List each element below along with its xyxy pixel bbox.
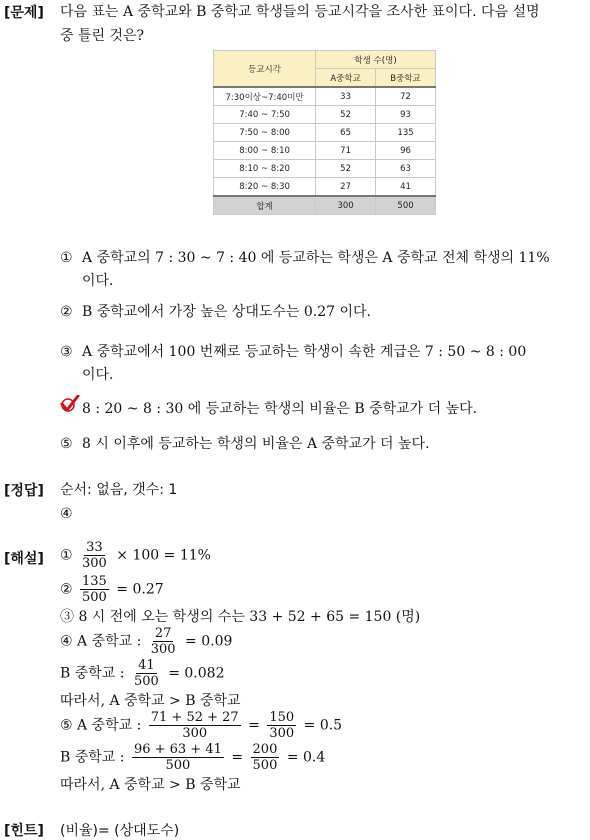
table-row: 8:10 ~ 8:20 52 63 xyxy=(214,160,436,178)
explanation-5a: ⑤ A 중학교 : $\frac{71 + 52 + 27}{300}$ = $\frac{150}{300}$ = 0.5 xyxy=(60,710,343,741)
header-col-a: A중학교 xyxy=(316,69,376,88)
explanation-5c: 따라서, A 중학교 > B 중학교 xyxy=(60,777,241,793)
problem-label: [문제] xyxy=(4,5,44,21)
table-row: 7:30이상~7:40미만 33 72 xyxy=(214,87,436,106)
answer-label: [정답] xyxy=(4,483,44,499)
option-2[interactable]: ② B 중학교에서 가장 높은 상대도수는 0.27 이다. xyxy=(60,304,371,320)
option-5[interactable]: ⑤ 8 시 이후에 등교하는 학생의 비율은 A 중학교가 더 높다. xyxy=(60,436,430,452)
table-row: 7:40 ~ 7:50 52 93 xyxy=(214,106,436,124)
explanation-2: ② $\frac{135}{500}$ = 0.27 xyxy=(60,574,164,605)
explanation-4a: ④ A 중학교 : $\frac{27}{300}$ = 0.09 xyxy=(60,626,233,657)
explanation-4b: B 중학교 : $\frac{41}{500}$ = 0.082 xyxy=(60,658,225,689)
table-row: 7:50 ~ 8:00 65 135 xyxy=(214,124,436,142)
option-1[interactable]: ① A 중학교의 7 : 30 ~ 7 : 40 에 등교하는 학생은 A 중학교 전체 학생의 11% 이다. xyxy=(60,250,550,289)
header-time: 등교시각 xyxy=(214,51,316,88)
question-text: 다음 표는 A 중학교와 B 중학교 학생들의 등교시각을 조사한 표이다. 다음 설명 중 틀린 것은? xyxy=(60,4,540,44)
answer-text: 순서: 없음, 갯수: 1 ④ xyxy=(60,482,178,522)
explanation-3: ③ 8 시 전에 오는 학생의 수는 33 + 52 + 65 = 150 (명) xyxy=(60,609,421,625)
option-4[interactable]: 8 : 20 ~ 8 : 30 에 등교하는 학생의 비율은 B 중학교가 더 높다. xyxy=(60,395,580,421)
header-students: 학생 수(명) xyxy=(316,51,436,69)
hint-label: [힌트] xyxy=(4,823,44,839)
explanation-4c: 따라서, A 중학교 > B 중학교 xyxy=(60,693,241,709)
table-row: 8:20 ~ 8:30 27 41 xyxy=(214,178,436,197)
data-table xyxy=(213,50,436,215)
header-col-b: B중학교 xyxy=(376,69,436,88)
explanation-5b: B 중학교 : $\frac{96 + 63 + 41}{500}$ = $\frac{200}{500}$ = 0.4 xyxy=(60,742,326,773)
explanation-1: ① $\frac{33}{300}$ × 100 = 11% xyxy=(60,540,211,571)
explanation-label: [해설] xyxy=(4,551,44,567)
check-mark-icon xyxy=(60,395,82,421)
table-total-row: 합계 300 500 xyxy=(214,196,436,215)
hint-text: (비율)= (상대도수) xyxy=(60,823,180,839)
option-3[interactable]: ③ A 중학교에서 100 번째로 등교하는 학생이 속한 계급은 7 : 50 ~ 8 : 00 이다. xyxy=(60,344,527,383)
table-row: 8:00 ~ 8:10 71 96 xyxy=(214,142,436,160)
